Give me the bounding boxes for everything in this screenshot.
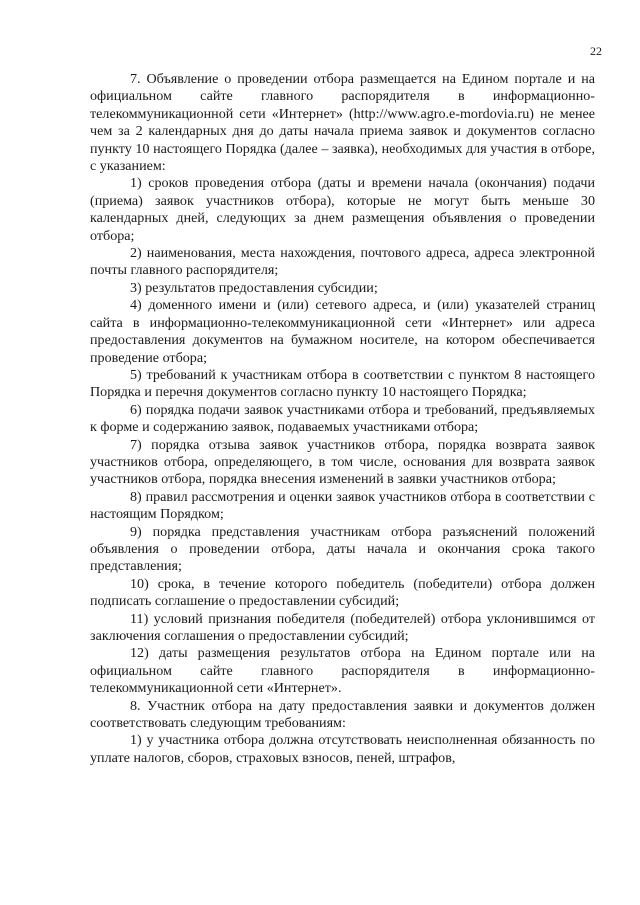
list-item-11: 11) условий признания победителя (победителей) отбора уклонившимся от заключения соглашения о предоставлении субсидий; <box>90 610 595 644</box>
list-item-5: 5) требований к участникам отбора в соответствии с пунктом 8 настоящего Порядка и перечня документов согласно пункту 10 настоящего Порядка; <box>90 366 595 401</box>
list-item-2: 2) наименования, места нахождения, почтового адреса, адреса электронной почты главного распорядителя; <box>90 245 595 279</box>
list-item-8: 8) правил рассмотрения и оценки заявок участников отбора в соответствии с настоящим Порядком; <box>90 488 595 523</box>
requirement-item-1: 1) у участника отбора должна отсутствовать неисполненная обязанность по уплате налогов, сборов, страховых взносов, пеней, штрафов, <box>90 732 595 766</box>
paragraph-8-requirements: 8. Участник отбора на дату предоставления заявки и документов должен соответствовать следующим требованиям: <box>90 697 595 732</box>
page-number: 22 <box>590 44 602 58</box>
list-item-12: 12) даты размещения результатов отбора на Едином портале или на официальном сайте главного распорядителя в информационно-телекоммуникационной сети «Интернет». <box>90 645 595 697</box>
list-item-3: 3) результатов предоставления субсидии; <box>130 279 378 296</box>
list-item-7: 7) порядка отзыва заявок участников отбора, порядка возврата заявок участников отбора, определяющего, в том числе, основания для возврата заявок участников отбора, порядка внесения изменений в заявки участников отбора; <box>90 436 595 488</box>
paragraph-7-announcement: 7. Объявление о проведении отбора размещается на Едином портале и на официальном сайте главного распорядителя в информационно-телекоммуникационной сети «Интернет» (http://www.agro.e-mordovia.ru) не менее чем за 2 календарных дня до даты начала приема заявок и документов согласно пункту 10 настоящего Порядка (далее – заявка), необходимых для участия в отборе, с указанием: <box>90 71 595 175</box>
list-item-10: 10) срока, в течение которого победитель (победители) отбора должен подписать соглашение о предоставлении субсидий; <box>90 575 595 610</box>
list-item-9: 9) порядка представления участникам отбора разъяснений положений объявления о проведении отбора, даты начала и окончания срока такого представления; <box>90 523 595 575</box>
list-item-4: 4) доменного имени и (или) сетевого адреса, и (или) указателей страниц сайта в информационно-телекоммуникационной сети «Интернет» или адреса предоставления документов на бумажном носителе, на котором обеспечивается проведение отбора; <box>90 297 595 366</box>
list-item-1: 1) сроков проведения отбора (даты и времени начала (окончания) подачи (приема) заявок участников отбора), которые не могут быть меньше 30 календарных дней, следующих за днем размещения объявления о проведении отбора; <box>90 175 595 244</box>
list-item-6: 6) порядка подачи заявок участниками отбора и требований, предъявляемых к форме и содержанию заявок, подаваемых участниками отбора; <box>90 401 595 436</box>
document-body <box>90 71 595 767</box>
